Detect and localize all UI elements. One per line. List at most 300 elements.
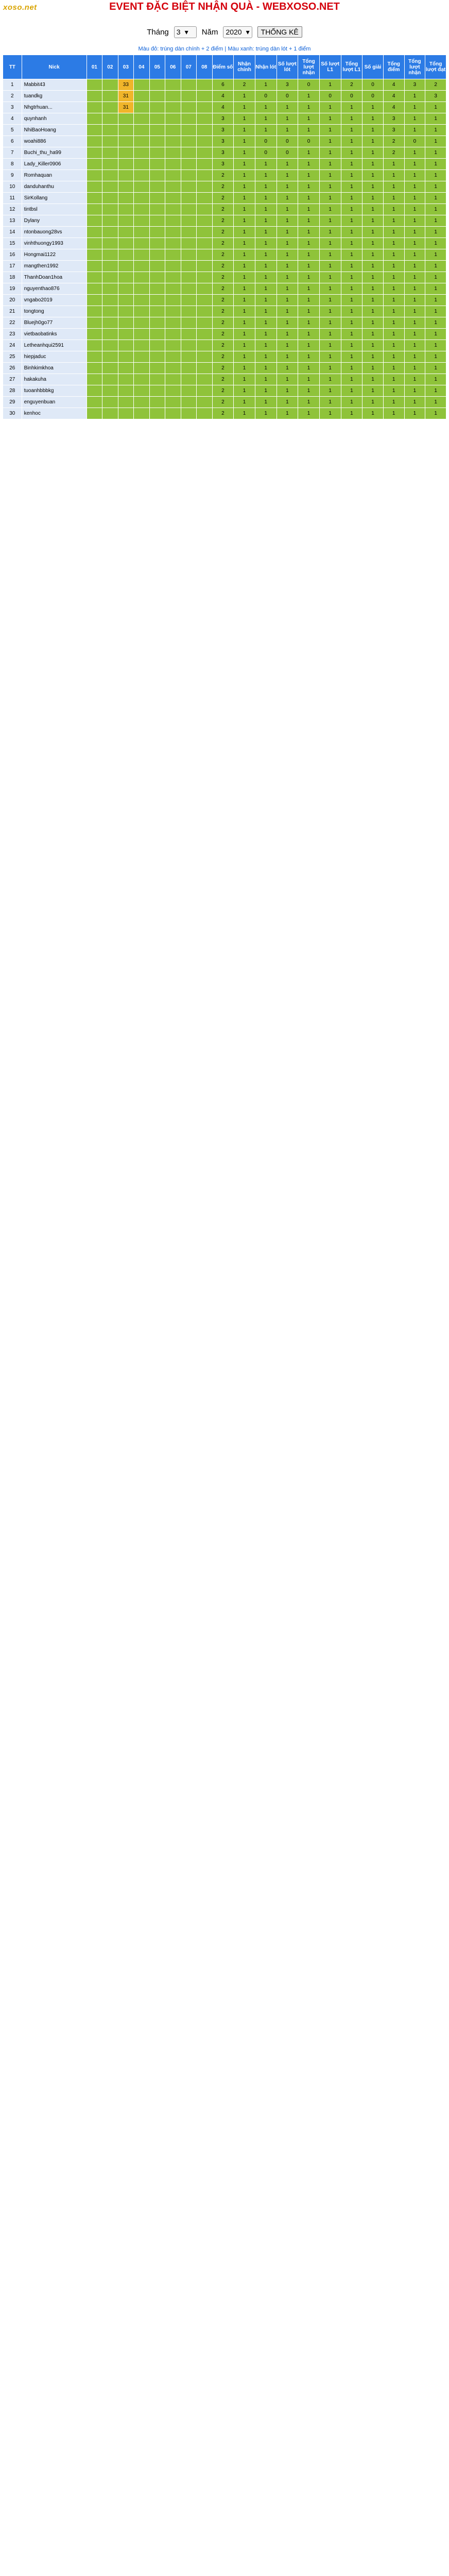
column-header: Tổng điểm bbox=[383, 55, 404, 79]
table-cell bbox=[134, 113, 149, 125]
table-cell: 1 bbox=[298, 385, 320, 397]
year-select[interactable] bbox=[223, 26, 252, 38]
table-cell: 1 bbox=[404, 170, 425, 181]
table-cell: 1 bbox=[425, 102, 446, 113]
table-cell bbox=[149, 170, 165, 181]
table-cell bbox=[134, 295, 149, 306]
table-cell: 1 bbox=[404, 215, 425, 227]
month-select[interactable] bbox=[174, 26, 197, 38]
table-cell: 1 bbox=[341, 147, 362, 159]
table-cell: 1 bbox=[383, 385, 404, 397]
table-cell: 1 bbox=[404, 317, 425, 329]
nick-cell[interactable]: ntonbauong28vs bbox=[22, 227, 87, 238]
table-cell: 1 bbox=[298, 261, 320, 272]
table-cell: 1 bbox=[425, 295, 446, 306]
table-row bbox=[3, 306, 446, 317]
table-cell: 0 bbox=[341, 91, 362, 102]
table-cell bbox=[134, 181, 149, 193]
table-cell bbox=[149, 408, 165, 419]
table-cell: 1 bbox=[319, 374, 341, 385]
nick-cell[interactable]: enguyenbuan bbox=[22, 397, 87, 408]
table-cell: 1 bbox=[404, 295, 425, 306]
table-cell: 1 bbox=[383, 408, 404, 419]
table-cell: 1 bbox=[234, 397, 255, 408]
table-cell: 1 bbox=[341, 385, 362, 397]
table-row bbox=[3, 249, 446, 261]
table-cell bbox=[181, 261, 196, 272]
results-table-wrap bbox=[0, 55, 449, 419]
table-cell: 1 bbox=[277, 193, 298, 204]
chevron-down-icon: ▾ bbox=[184, 27, 188, 36]
table-cell bbox=[149, 79, 165, 91]
table-cell: 1 bbox=[319, 295, 341, 306]
table-cell: 1 bbox=[255, 215, 277, 227]
page bbox=[0, 0, 449, 419]
table-cell bbox=[118, 136, 133, 147]
table-cell: 1 bbox=[319, 227, 341, 238]
site-logo[interactable]: xoso.net bbox=[3, 3, 37, 12]
nick-cell[interactable]: vngabo2019 bbox=[22, 295, 87, 306]
table-cell bbox=[181, 91, 196, 102]
table-cell: 1 bbox=[255, 374, 277, 385]
table-cell: 1 bbox=[234, 295, 255, 306]
table-cell: 4 bbox=[212, 102, 234, 113]
table-cell: 1 bbox=[298, 249, 320, 261]
table-cell: 1 bbox=[255, 204, 277, 215]
table-cell bbox=[149, 215, 165, 227]
table-cell bbox=[149, 125, 165, 136]
table-cell bbox=[181, 193, 196, 204]
table-cell bbox=[102, 295, 118, 306]
table-cell: 3 bbox=[425, 91, 446, 102]
table-cell: 1 bbox=[234, 102, 255, 113]
table-cell bbox=[197, 170, 212, 181]
page-title: EVENT ĐẶC BIỆT NHẬN QUÀ - WEBXOSO.NET bbox=[109, 1, 340, 12]
table-cell: 1 bbox=[255, 317, 277, 329]
table-cell bbox=[102, 374, 118, 385]
table-cell: 1 bbox=[319, 261, 341, 272]
table-cell: 1 bbox=[341, 397, 362, 408]
table-cell: 1 bbox=[404, 125, 425, 136]
table-cell: 1 bbox=[404, 227, 425, 238]
table-cell: 1 bbox=[425, 340, 446, 351]
table-cell: 1 bbox=[277, 385, 298, 397]
table-cell: 1 bbox=[319, 136, 341, 147]
table-cell bbox=[87, 261, 102, 272]
table-cell bbox=[181, 238, 196, 249]
table-cell bbox=[149, 385, 165, 397]
table-cell bbox=[149, 91, 165, 102]
table-cell: 1 bbox=[383, 329, 404, 340]
nick-cell[interactable]: Binhkimkhoa bbox=[22, 363, 87, 374]
nick-cell[interactable]: hiepjaduc bbox=[22, 351, 87, 363]
table-cell: 1 bbox=[234, 136, 255, 147]
table-cell bbox=[134, 340, 149, 351]
table-row bbox=[3, 283, 446, 295]
table-cell: 1 bbox=[319, 363, 341, 374]
table-cell: 1 bbox=[425, 193, 446, 204]
table-cell: 1 bbox=[404, 91, 425, 102]
table-cell bbox=[87, 159, 102, 170]
table-cell: 1 bbox=[362, 295, 384, 306]
table-cell bbox=[118, 408, 133, 419]
table-cell bbox=[165, 283, 181, 295]
table-cell: 1 bbox=[383, 283, 404, 295]
table-cell: 1 bbox=[404, 408, 425, 419]
row-index: 6 bbox=[3, 136, 22, 147]
nick-cell[interactable]: Nhgtrhuan... bbox=[22, 102, 87, 113]
table-cell: 1 bbox=[425, 408, 446, 419]
nick-cell[interactable]: Letheanhqui2591 bbox=[22, 340, 87, 351]
table-cell bbox=[118, 295, 133, 306]
table-cell bbox=[165, 193, 181, 204]
table-cell: 1 bbox=[362, 204, 384, 215]
table-row bbox=[3, 181, 446, 193]
table-cell: 1 bbox=[362, 272, 384, 283]
table-cell: 1 bbox=[341, 136, 362, 147]
nick-cell[interactable]: kenhoc bbox=[22, 408, 87, 419]
table-cell bbox=[181, 136, 196, 147]
table-cell bbox=[118, 374, 133, 385]
table-cell bbox=[181, 204, 196, 215]
table-cell: 1 bbox=[298, 306, 320, 317]
table-cell bbox=[165, 113, 181, 125]
table-cell: 1 bbox=[341, 408, 362, 419]
table-cell bbox=[197, 147, 212, 159]
nick-cell[interactable]: vinhthuongy1993 bbox=[22, 238, 87, 249]
nick-cell[interactable]: nguyenthao876 bbox=[22, 283, 87, 295]
table-row bbox=[3, 91, 446, 102]
table-cell: 1 bbox=[298, 295, 320, 306]
table-cell: 1 bbox=[425, 136, 446, 147]
table-cell: 1 bbox=[277, 317, 298, 329]
table-cell: 1 bbox=[277, 351, 298, 363]
year-value: 2020 bbox=[226, 28, 242, 36]
table-cell bbox=[149, 181, 165, 193]
table-cell bbox=[87, 340, 102, 351]
table-cell: 3 bbox=[212, 147, 234, 159]
table-cell bbox=[102, 408, 118, 419]
table-cell: 1 bbox=[362, 125, 384, 136]
table-cell bbox=[197, 136, 212, 147]
table-cell: 1 bbox=[425, 261, 446, 272]
table-cell: 1 bbox=[277, 113, 298, 125]
table-cell bbox=[197, 340, 212, 351]
table-cell bbox=[197, 181, 212, 193]
table-cell bbox=[181, 79, 196, 91]
table-cell: 1 bbox=[425, 283, 446, 295]
table-cell bbox=[149, 204, 165, 215]
table-cell bbox=[165, 215, 181, 227]
nick-cell[interactable]: NhiBaoHoang bbox=[22, 125, 87, 136]
table-row bbox=[3, 227, 446, 238]
table-cell bbox=[165, 317, 181, 329]
nick-cell[interactable]: tongtong bbox=[22, 306, 87, 317]
table-cell: 1 bbox=[425, 238, 446, 249]
table-cell bbox=[197, 408, 212, 419]
row-index: 26 bbox=[3, 363, 22, 374]
table-cell bbox=[134, 170, 149, 181]
table-cell: 2 bbox=[212, 295, 234, 306]
nick-cell[interactable]: Bluejh0go77 bbox=[22, 317, 87, 329]
table-cell: 1 bbox=[383, 317, 404, 329]
table-cell: 1 bbox=[277, 238, 298, 249]
column-header: 01 bbox=[87, 55, 102, 79]
table-cell: 1 bbox=[319, 397, 341, 408]
table-cell: 1 bbox=[255, 170, 277, 181]
table-cell: 1 bbox=[234, 227, 255, 238]
table-cell: 1 bbox=[255, 125, 277, 136]
table-cell: 1 bbox=[255, 227, 277, 238]
table-cell: 2 bbox=[212, 261, 234, 272]
table-cell bbox=[102, 317, 118, 329]
table-cell bbox=[197, 295, 212, 306]
row-index: 18 bbox=[3, 272, 22, 283]
table-cell: 1 bbox=[425, 329, 446, 340]
table-cell bbox=[134, 238, 149, 249]
table-cell bbox=[102, 329, 118, 340]
table-cell bbox=[118, 125, 133, 136]
table-body bbox=[3, 79, 446, 419]
table-row bbox=[3, 272, 446, 283]
table-cell: 1 bbox=[277, 215, 298, 227]
table-cell: 1 bbox=[319, 125, 341, 136]
column-header: 08 bbox=[197, 55, 212, 79]
nick-cell[interactable]: danduhanthu bbox=[22, 181, 87, 193]
table-cell: 1 bbox=[362, 136, 384, 147]
nick-cell[interactable]: hakakuha bbox=[22, 374, 87, 385]
table-cell: 1 bbox=[404, 102, 425, 113]
table-cell bbox=[165, 91, 181, 102]
table-cell: 1 bbox=[234, 340, 255, 351]
table-cell: 1 bbox=[319, 147, 341, 159]
table-cell bbox=[118, 272, 133, 283]
nick-cell[interactable]: Romhaquan bbox=[22, 170, 87, 181]
table-cell bbox=[118, 249, 133, 261]
table-cell: 1 bbox=[234, 283, 255, 295]
nick-cell[interactable]: tuandkg bbox=[22, 91, 87, 102]
submit-button[interactable]: THỐNG KÊ bbox=[257, 26, 302, 38]
table-cell: 1 bbox=[425, 125, 446, 136]
table-cell: 2 bbox=[383, 147, 404, 159]
table-cell bbox=[181, 159, 196, 170]
table-cell bbox=[149, 113, 165, 125]
table-cell bbox=[181, 249, 196, 261]
table-cell bbox=[118, 113, 133, 125]
table-cell bbox=[102, 113, 118, 125]
table-cell: 1 bbox=[277, 227, 298, 238]
table-cell bbox=[181, 295, 196, 306]
table-cell: 1 bbox=[319, 317, 341, 329]
table-cell bbox=[165, 295, 181, 306]
table-cell: 3 bbox=[212, 159, 234, 170]
table-cell: 1 bbox=[298, 340, 320, 351]
table-cell: 1 bbox=[341, 374, 362, 385]
table-cell bbox=[197, 351, 212, 363]
table-cell: 1 bbox=[234, 329, 255, 340]
column-header: Nhận lót bbox=[255, 55, 277, 79]
table-cell bbox=[197, 193, 212, 204]
table-cell: 1 bbox=[277, 283, 298, 295]
table-cell bbox=[102, 170, 118, 181]
table-cell: 0 bbox=[277, 91, 298, 102]
nick-cell[interactable]: woahi886 bbox=[22, 136, 87, 147]
table-cell bbox=[165, 408, 181, 419]
column-header: 07 bbox=[181, 55, 196, 79]
table-cell: 2 bbox=[212, 397, 234, 408]
nick-cell[interactable]: Dylany bbox=[22, 215, 87, 227]
nick-cell[interactable]: tintbsl bbox=[22, 204, 87, 215]
table-cell: 1 bbox=[383, 193, 404, 204]
table-cell bbox=[181, 351, 196, 363]
table-cell: 1 bbox=[383, 204, 404, 215]
nick-cell[interactable]: Lady_Killer0906 bbox=[22, 159, 87, 170]
table-cell: 1 bbox=[362, 215, 384, 227]
table-cell: 1 bbox=[362, 397, 384, 408]
table-cell bbox=[118, 193, 133, 204]
row-index: 3 bbox=[3, 102, 22, 113]
table-cell: 0 bbox=[362, 79, 384, 91]
row-index: 20 bbox=[3, 295, 22, 306]
row-index: 19 bbox=[3, 283, 22, 295]
table-cell bbox=[197, 374, 212, 385]
table-cell bbox=[165, 102, 181, 113]
table-cell: 3 bbox=[212, 125, 234, 136]
table-row bbox=[3, 397, 446, 408]
table-cell bbox=[118, 238, 133, 249]
table-cell bbox=[149, 363, 165, 374]
table-row bbox=[3, 215, 446, 227]
table-cell: 1 bbox=[319, 272, 341, 283]
table-cell: 1 bbox=[383, 340, 404, 351]
nick-cell[interactable]: SirKollang bbox=[22, 193, 87, 204]
table-cell bbox=[165, 181, 181, 193]
table-cell bbox=[102, 272, 118, 283]
table-cell: 1 bbox=[404, 385, 425, 397]
table-cell: 1 bbox=[277, 272, 298, 283]
table-cell bbox=[102, 79, 118, 91]
table-cell: 1 bbox=[298, 397, 320, 408]
table-cell: 1 bbox=[234, 193, 255, 204]
table-cell bbox=[165, 159, 181, 170]
table-cell bbox=[134, 351, 149, 363]
table-cell: 6 bbox=[212, 79, 234, 91]
table-cell bbox=[165, 351, 181, 363]
nick-cell[interactable]: Mabbit43 bbox=[22, 79, 87, 91]
table-cell bbox=[149, 193, 165, 204]
table-row bbox=[3, 204, 446, 215]
filter-bar bbox=[0, 21, 449, 43]
table-cell bbox=[149, 159, 165, 170]
table-cell: 1 bbox=[383, 238, 404, 249]
nick-cell[interactable]: quynhanh bbox=[22, 113, 87, 125]
table-cell: 1 bbox=[404, 374, 425, 385]
table-cell: 1 bbox=[341, 102, 362, 113]
table-cell: 1 bbox=[234, 261, 255, 272]
table-cell: 2 bbox=[212, 181, 234, 193]
table-cell: 1 bbox=[362, 159, 384, 170]
nick-cell[interactable]: Hongmai1122 bbox=[22, 249, 87, 261]
site-header bbox=[0, 0, 449, 21]
table-cell bbox=[197, 249, 212, 261]
table-cell: 0 bbox=[362, 91, 384, 102]
table-cell bbox=[118, 147, 133, 159]
table-cell: 1 bbox=[319, 385, 341, 397]
nick-cell[interactable]: tuoanhbbbkg bbox=[22, 385, 87, 397]
table-cell bbox=[149, 283, 165, 295]
table-cell: 1 bbox=[404, 193, 425, 204]
table-cell bbox=[165, 147, 181, 159]
table-cell bbox=[149, 317, 165, 329]
nick-cell[interactable]: mangthen1992 bbox=[22, 261, 87, 272]
table-cell bbox=[118, 351, 133, 363]
table-cell bbox=[87, 385, 102, 397]
table-cell bbox=[149, 306, 165, 317]
table-cell: 1 bbox=[362, 351, 384, 363]
table-cell: 1 bbox=[341, 351, 362, 363]
table-cell bbox=[181, 102, 196, 113]
table-row bbox=[3, 374, 446, 385]
table-cell: 1 bbox=[277, 181, 298, 193]
table-cell bbox=[102, 147, 118, 159]
table-cell: 1 bbox=[341, 170, 362, 181]
table-cell bbox=[118, 306, 133, 317]
table-cell: 0 bbox=[319, 91, 341, 102]
table-cell bbox=[181, 125, 196, 136]
table-cell bbox=[197, 397, 212, 408]
table-cell bbox=[165, 238, 181, 249]
table-cell: 0 bbox=[255, 91, 277, 102]
row-index: 1 bbox=[3, 79, 22, 91]
table-row bbox=[3, 340, 446, 351]
table-cell: 1 bbox=[234, 249, 255, 261]
table-cell bbox=[181, 283, 196, 295]
table-cell: 1 bbox=[277, 329, 298, 340]
nick-cell[interactable]: ThanhDoan1hoa bbox=[22, 272, 87, 283]
table-cell: 1 bbox=[298, 329, 320, 340]
table-cell: 1 bbox=[234, 351, 255, 363]
table-cell: 1 bbox=[383, 261, 404, 272]
table-cell bbox=[165, 261, 181, 272]
table-cell: 1 bbox=[298, 227, 320, 238]
nick-cell[interactable]: Buchi_thu_ha99 bbox=[22, 147, 87, 159]
nick-cell[interactable]: vietbaobatinks bbox=[22, 329, 87, 340]
table-cell bbox=[102, 306, 118, 317]
table-cell: 1 bbox=[298, 238, 320, 249]
table-cell: 1 bbox=[404, 159, 425, 170]
table-cell: 1 bbox=[298, 91, 320, 102]
table-cell bbox=[87, 125, 102, 136]
table-cell: 2 bbox=[212, 385, 234, 397]
table-cell: 1 bbox=[341, 317, 362, 329]
table-cell bbox=[149, 227, 165, 238]
table-cell: 3 bbox=[212, 113, 234, 125]
table-cell: 1 bbox=[255, 272, 277, 283]
table-cell: 2 bbox=[234, 79, 255, 91]
row-index: 27 bbox=[3, 374, 22, 385]
table-cell bbox=[102, 283, 118, 295]
table-cell bbox=[181, 215, 196, 227]
table-cell: 2 bbox=[212, 227, 234, 238]
table-cell bbox=[149, 397, 165, 408]
table-cell: 1 bbox=[404, 351, 425, 363]
table-cell: 1 bbox=[362, 102, 384, 113]
table-row bbox=[3, 79, 446, 91]
table-cell bbox=[118, 181, 133, 193]
table-row bbox=[3, 238, 446, 249]
row-index: 30 bbox=[3, 408, 22, 419]
table-cell: 1 bbox=[234, 374, 255, 385]
